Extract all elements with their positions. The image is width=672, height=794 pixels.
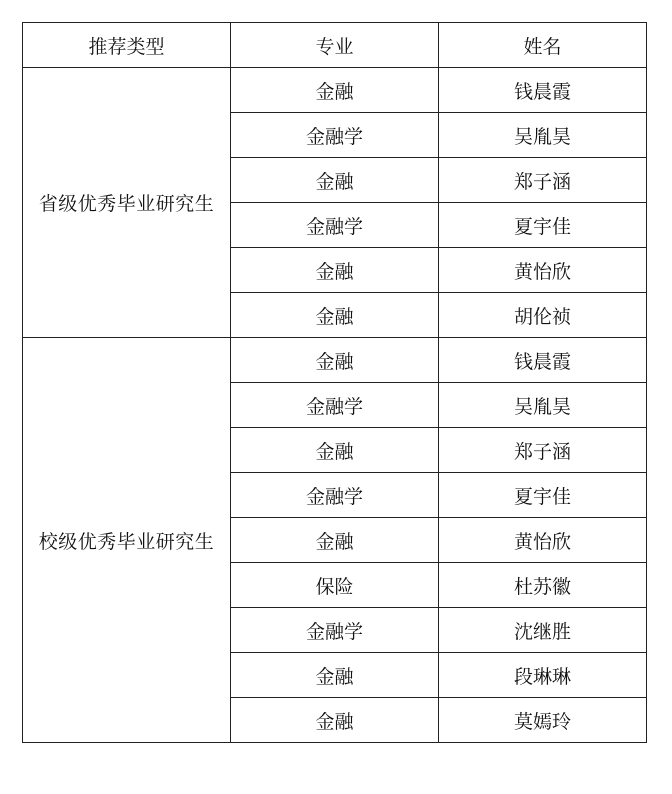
name-cell: 沈继胜 — [439, 608, 647, 653]
major-cell: 金融学 — [231, 203, 439, 248]
major-cell: 保险 — [231, 563, 439, 608]
header-name: 姓名 — [439, 23, 647, 68]
name-cell: 夏宇佳 — [439, 203, 647, 248]
recommendation-type-provincial: 省级优秀毕业研究生 — [23, 68, 231, 338]
recommendation-type-school: 校级优秀毕业研究生 — [23, 338, 231, 743]
name-cell: 段琳琳 — [439, 653, 647, 698]
name-cell: 郑子涵 — [439, 428, 647, 473]
name-cell: 钱晨霞 — [439, 68, 647, 113]
name-cell: 钱晨霞 — [439, 338, 647, 383]
header-row — [23, 23, 647, 68]
major-cell: 金融 — [231, 248, 439, 293]
name-cell: 吴胤昊 — [439, 383, 647, 428]
major-cell: 金融 — [231, 428, 439, 473]
name-cell: 郑子涵 — [439, 158, 647, 203]
major-cell: 金融 — [231, 158, 439, 203]
major-cell: 金融 — [231, 698, 439, 743]
name-cell: 黄怡欣 — [439, 248, 647, 293]
major-cell: 金融 — [231, 338, 439, 383]
header-major: 专业 — [231, 23, 439, 68]
name-cell: 吴胤昊 — [439, 113, 647, 158]
major-cell: 金融 — [231, 68, 439, 113]
major-cell: 金融学 — [231, 473, 439, 518]
major-cell: 金融 — [231, 293, 439, 338]
table-row — [23, 338, 647, 383]
name-cell: 杜苏徽 — [439, 563, 647, 608]
major-cell: 金融 — [231, 518, 439, 563]
major-cell: 金融学 — [231, 383, 439, 428]
name-cell: 夏宇佳 — [439, 473, 647, 518]
header-type: 推荐类型 — [23, 23, 231, 68]
name-cell: 胡伦祯 — [439, 293, 647, 338]
recommendation-table — [22, 22, 647, 743]
name-cell: 莫嫣玲 — [439, 698, 647, 743]
name-cell: 黄怡欣 — [439, 518, 647, 563]
major-cell: 金融学 — [231, 608, 439, 653]
major-cell: 金融学 — [231, 113, 439, 158]
table-row — [23, 68, 647, 113]
major-cell: 金融 — [231, 653, 439, 698]
